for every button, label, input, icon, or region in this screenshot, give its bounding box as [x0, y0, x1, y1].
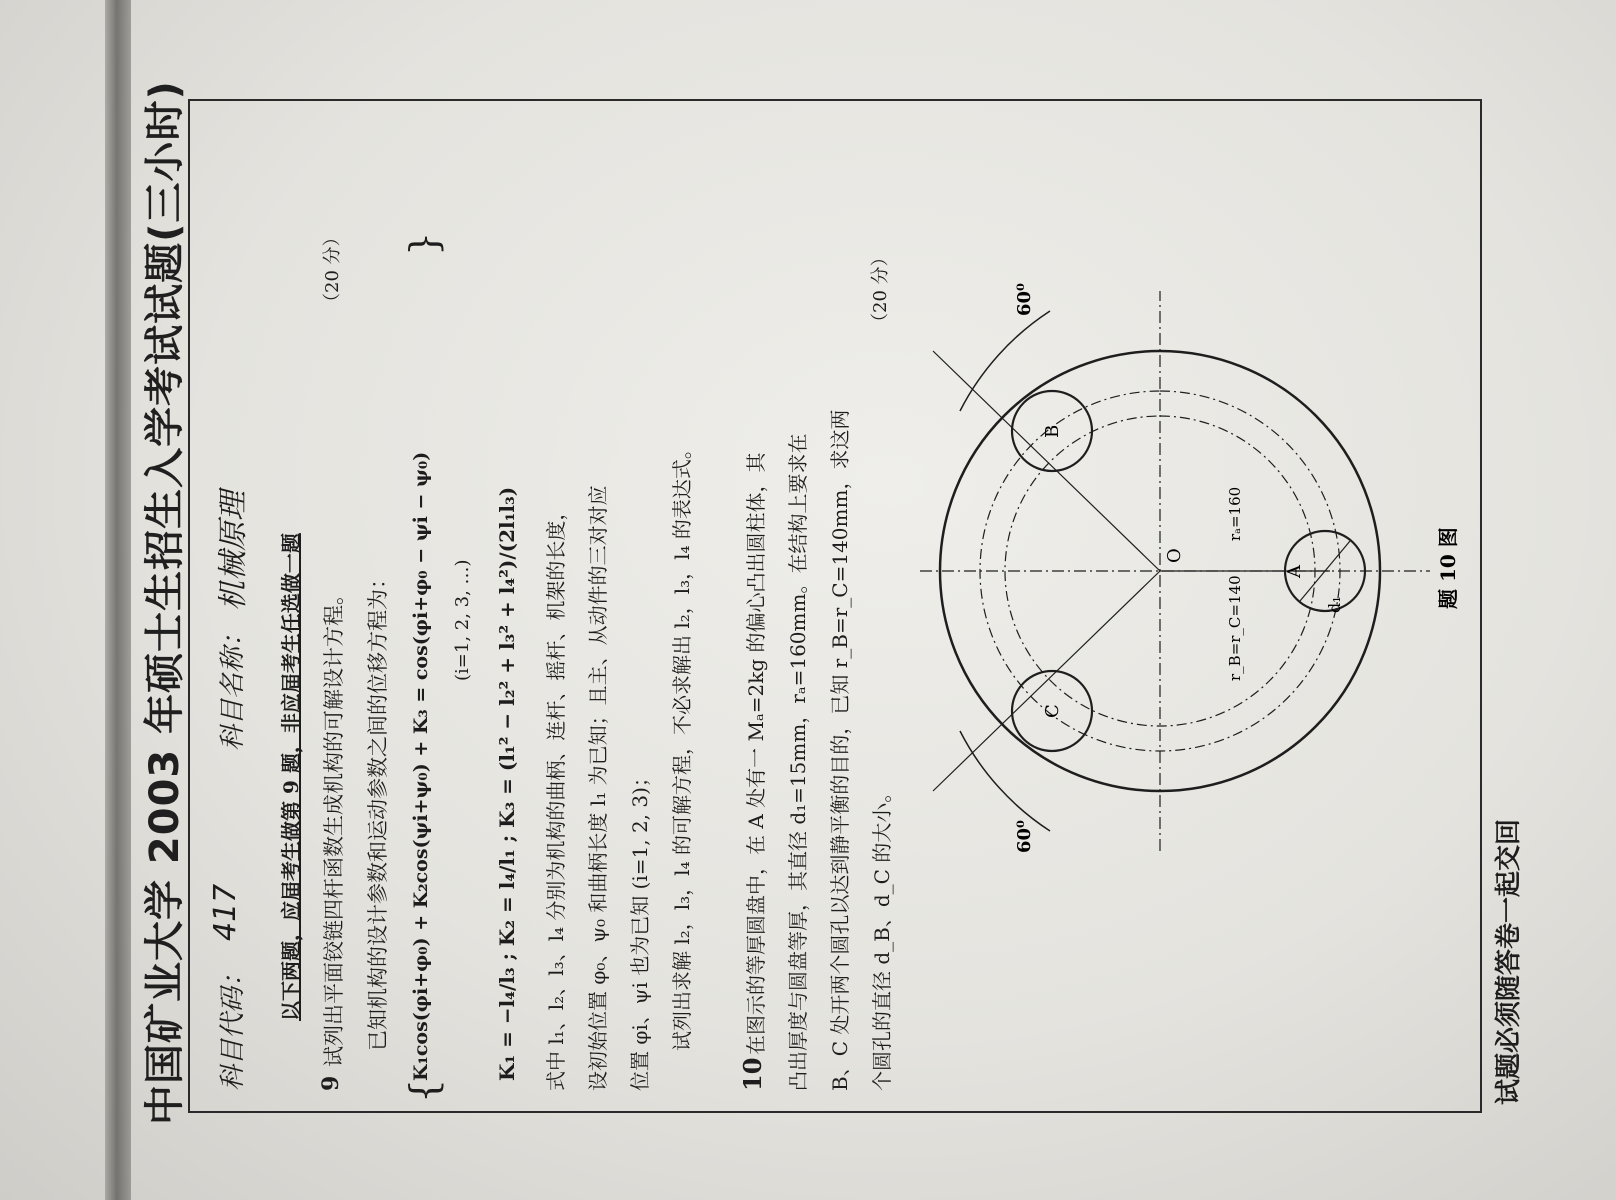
subject-code-label: 科目代码：	[218, 960, 248, 1091]
angle-arc-bottom	[960, 311, 1050, 411]
label-c: C	[1042, 704, 1063, 718]
q9-line3: 式中 l₁、l₂、l₃、l₄ 分别为机构的曲柄、连杆、摇杆、机架的长度，	[544, 500, 568, 1091]
line-to-c	[933, 571, 1160, 791]
label-angle-top: 60⁰	[1014, 820, 1035, 853]
q9-number: 9	[318, 1075, 344, 1091]
question-frame	[188, 99, 1482, 1113]
subject-code-value: 417	[208, 883, 243, 941]
footer-note: 试题必须随答卷一起交回	[1494, 818, 1524, 1105]
figure-caption: 题 10 图	[1436, 527, 1460, 609]
q10-number: 10	[738, 1057, 767, 1091]
right-brace: }	[402, 231, 446, 256]
q9-line5: 位置 φi、ψi 也为已知 (i=1, 2, 3)；	[628, 767, 652, 1091]
q9-stem: 试列出平面铰链四杆函数生成机构的可解设计方程。	[322, 584, 346, 1067]
q9-line2: 已知机构的设计参数和运动参数之间的位移方程为：	[366, 568, 390, 1051]
angle-arc-top	[960, 731, 1050, 831]
q10-line4: 个圆孔的直径 d_B、d_C 的大小。	[870, 782, 894, 1091]
q10-figure	[910, 251, 1470, 871]
label-b: B	[1042, 424, 1063, 438]
label-o: O	[1164, 548, 1185, 563]
label-radius-a: rₐ=160	[1226, 486, 1244, 541]
subject-name-label: 科目名称：	[218, 620, 248, 751]
label-d1: d₁	[1325, 596, 1344, 613]
q9-equation-1: K₁cos(φi+φ₀) + K₂cos(ψi+ψ₀) + K₃ = cos(φi+φ₀ − ψi − ψ₀)	[410, 451, 432, 1081]
q9-line6: 试列出求解 l₂，l₃，l₄ 的可解方程，不必求解出 l₂，l₃，l₄ 的表达式。	[670, 439, 694, 1051]
q10-line2: 凸出厚度与圆盘等厚，其直径 d₁=15mm，rₐ=160mm。在结构上要求在	[786, 433, 810, 1091]
left-brace: {	[402, 1078, 446, 1103]
q9-points: （20 分）	[322, 228, 343, 311]
q10-line3: B、C 处开两个圆孔以达到静平衡的目的，已知 r_B=r_C=140mm，求这两	[828, 409, 852, 1091]
q9-equation-2: K₁ = −l₄/l₃ ; K₂ = l₄/l₁ ; K₃ = (l₁² − l₂² + l₃² + l₄²)/(2l₁l₃)	[495, 486, 519, 1081]
instruction-line: 以下两题，应届考生做第 9 题，非应届考生任选做一题	[279, 533, 303, 1021]
q10-points: （20 分）	[870, 248, 891, 331]
exam-paper	[93, 35, 1523, 1165]
exam-title: 中国矿业大学 2003 年硕士生招生入学考试试题(三小时)	[142, 80, 188, 1125]
subject-name-value: 机械原理	[216, 491, 251, 611]
label-a: A	[1284, 565, 1305, 578]
q9-line4: 设初始位置 φ₀、ψ₀ 和曲柄长度 l₁ 为已知；且主、从动件的三对对应	[586, 485, 610, 1091]
q9-equation-index: (i=1, 2, 3, …)	[452, 559, 473, 681]
line-to-b	[933, 351, 1160, 571]
q10-line1: 在图示的等厚圆盘中，在 A 处有一 Mₐ=2kg 的偏心凸出圆柱体，其	[744, 452, 768, 1055]
label-angle-bottom: 60⁰	[1014, 283, 1035, 316]
label-radius-bc: r_B=r_C=140	[1226, 575, 1244, 681]
